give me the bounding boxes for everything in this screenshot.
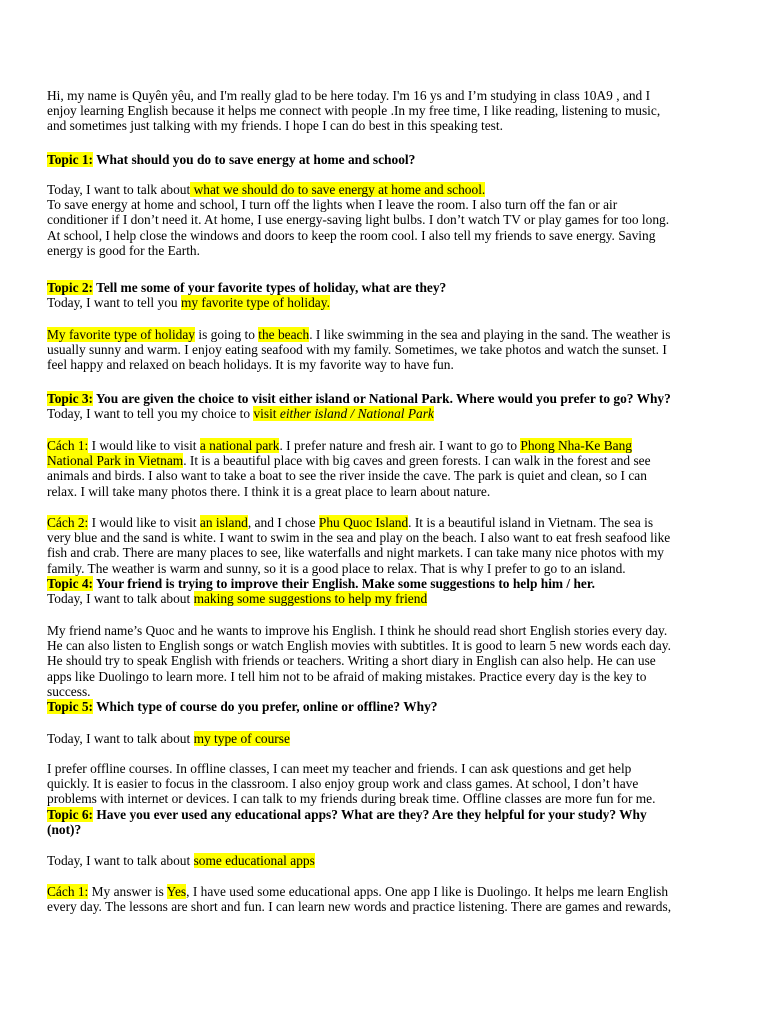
answer-text: . It is a beautiful place with big caves and green forests. I can walk in the forest and see (183, 453, 651, 469)
topic-1-heading (47, 152, 719, 167)
topic-5-intro (47, 731, 719, 746)
answer-line: problems with internet or devices. I can talk to my friends during break time. Offline classes are more fun for me. (47, 791, 656, 807)
topic-2-answer (47, 327, 719, 373)
answer-line: animals and birds. I also want to take a boat to see the river inside the cave. The park is quiet and clean, so I can (47, 468, 647, 484)
answer-line: every day. The lessons are short and fun. I can learn new words and practice listening. There are games and rewards, (47, 899, 672, 915)
topic-question: You are given the choice to visit either island or National Park. Where would you prefer to go? Why? (93, 391, 671, 406)
highlighted-phrase: Phu Quoc Island (318, 515, 409, 530)
topic-5-answer (47, 761, 719, 837)
highlighted-phrase-italic: either island / National Park (279, 406, 434, 422)
answer-line: He can also listen to English songs or watch English movies with subtitles. It is good to learn 5 new words each day. (47, 638, 671, 654)
highlighted-phrase: making some suggestions to help my friend (193, 591, 428, 607)
topic-label: Topic 6: (47, 806, 94, 822)
answer-text: . It is a beautiful island in Vietnam. The sea is (408, 515, 654, 530)
answer-line: very blue and the sand is white. I want to swim in the sea and play on the beach. I also want to eat fresh seafood like (47, 530, 671, 546)
answer-line: I prefer offline courses. In offline classes, I can meet my teacher and friends. I can ask questions and get help (47, 761, 632, 776)
answer-text: is going to (195, 327, 259, 342)
topic-6-option-1 (47, 884, 719, 914)
option-label: Cách 1: (47, 438, 89, 453)
highlighted-phrase (253, 406, 433, 421)
answer-line: usually sunny and warm. I enjoy eating seafood with my family. Sometimes, we take photos and watch the sunset. I (47, 342, 667, 358)
topic-label: Topic 2: (47, 280, 94, 295)
intro-line: enjoy learning English because it helps me connect with people .In my free time, I like reading, listening to music, (47, 103, 661, 119)
topic-4-answer (47, 623, 719, 714)
highlighted-phrase: Phong Nha-Ke Bang (520, 438, 632, 453)
answer-line: To save energy at home and school, I turn off the lights when I leave the room. I also turn off the fan or air (47, 197, 618, 213)
topic-label: Topic 5: (47, 698, 94, 714)
answer-line: relax. I will take many photos there. I think it is a great place to learn about nature. (47, 483, 491, 499)
highlighted-phrase: National Park in Vietnam (47, 453, 184, 469)
highlighted-phrase: My favorite type of holiday (47, 327, 196, 342)
answer-text: . I prefer nature and fresh air. I want to go to (279, 438, 521, 453)
topic-6-intro (47, 853, 719, 868)
highlighted-phrase: my type of course (193, 731, 290, 746)
topic-label: Topic 4: (47, 576, 94, 591)
answer-text: I would like to visit (88, 438, 200, 453)
intro-sentence: Today, I want to talk about (47, 182, 191, 197)
topic-question: What should you do to save energy at home and school? (93, 152, 416, 167)
highlighted-phrase: some educational apps (193, 853, 315, 868)
topic-1-answer (47, 182, 719, 258)
topic-question: Tell me some of your favorite types of holiday, what are they? (93, 280, 447, 295)
topic-3-heading (47, 391, 719, 421)
answer-line: He should try to speak English with friends or teachers. Writing a short diary in English can also help. He can use (47, 653, 656, 669)
intro-line: Hi, my name is Quyên yêu, and I'm really glad to be here today. I'm 16 ys and I’m studying in class 10A9 , and I (47, 88, 651, 103)
option-label: Cách 2: (47, 515, 89, 530)
highlighted-phrase: an island (199, 515, 248, 530)
topic-question: Your friend is trying to improve their English. Make some suggestions to help him / her. (93, 576, 595, 591)
highlighted-phrase: my favorite type of holiday. (180, 295, 330, 311)
option-label: Cách 1: (47, 884, 89, 899)
answer-line: success. (47, 683, 91, 699)
answer-line: quickly. It is easier to focus in the classroom. I also enjoy group work and class games. At school, I don’t have (47, 776, 639, 792)
intro-sentence: Today, I want to talk about (47, 731, 194, 746)
topic-label: Topic 1: (47, 152, 94, 167)
intro-line: and sometimes just talking with my friends. I hope I can do best in this speaking test. (47, 118, 503, 134)
intro-sentence: Today, I want to tell you (47, 295, 181, 311)
answer-text: . I like swimming in the sea and playing in the sand. The weather is (309, 327, 671, 342)
answer-line: energy is good for the Earth. (47, 242, 200, 258)
answer-text: , I have used some educational apps. One app I like is Duolingo. It helps me learn English (186, 884, 669, 899)
answer-line: feel happy and relaxed on beach holidays. It is my favorite way to have fun. (47, 357, 454, 373)
answer-line: At school, I help close the windows and doors to keep the room cool. I also tell my friends to save energy. Saving (47, 227, 656, 243)
intro-paragraph (47, 88, 719, 134)
intro-sentence: Today, I want to talk about (47, 591, 194, 607)
highlighted-phrase: a national park (199, 438, 280, 453)
topic-2-heading (47, 280, 719, 310)
answer-text: I would like to visit (88, 515, 200, 530)
topic-question: Which type of course do you prefer, online or offline? Why? (93, 698, 438, 714)
topic-question-cont: (not)? (47, 821, 82, 837)
answer-line: fish and crab. There are many places to see, like waterfalls and night markets. I can take many nice photos with my (47, 545, 664, 561)
highlighted-phrase: what we should do to save energy at home and school. (190, 182, 486, 197)
intro-sentence: Today, I want to tell you my choice to (47, 406, 254, 422)
highlighted-phrase-text: visit (253, 406, 280, 422)
answer-line: family. The weather is warm and sunny, so it is a good place to relax. That is why I prefer to go to an island. (47, 560, 626, 576)
topic-label: Topic 3: (47, 391, 94, 406)
topic-4-heading (47, 576, 719, 606)
intro-sentence: Today, I want to talk about (47, 853, 194, 868)
topic-3-option-1 (47, 438, 719, 499)
topic-question: Have you ever used any educational apps? What are they? Are they helpful for your study? Why (93, 806, 647, 822)
answer-text: My answer is (88, 884, 167, 899)
topic-3-option-2 (47, 515, 719, 576)
answer-line: My friend name’s Quoc and he wants to improve his English. I think he should read short English stories every day. (47, 623, 668, 638)
highlighted-phrase: the beach (258, 327, 310, 342)
answer-line: apps like Duolingo to learn more. I tell him not to be afraid of making mistakes. Practice every day is the key to (47, 668, 647, 684)
answer-line: conditioner if I don’t need it. At home, I use energy-saving light bulbs. I don’t watch TV or play games for too long. (47, 212, 670, 228)
answer-text: , and I chose (247, 515, 319, 530)
highlighted-phrase: Yes (166, 884, 187, 899)
